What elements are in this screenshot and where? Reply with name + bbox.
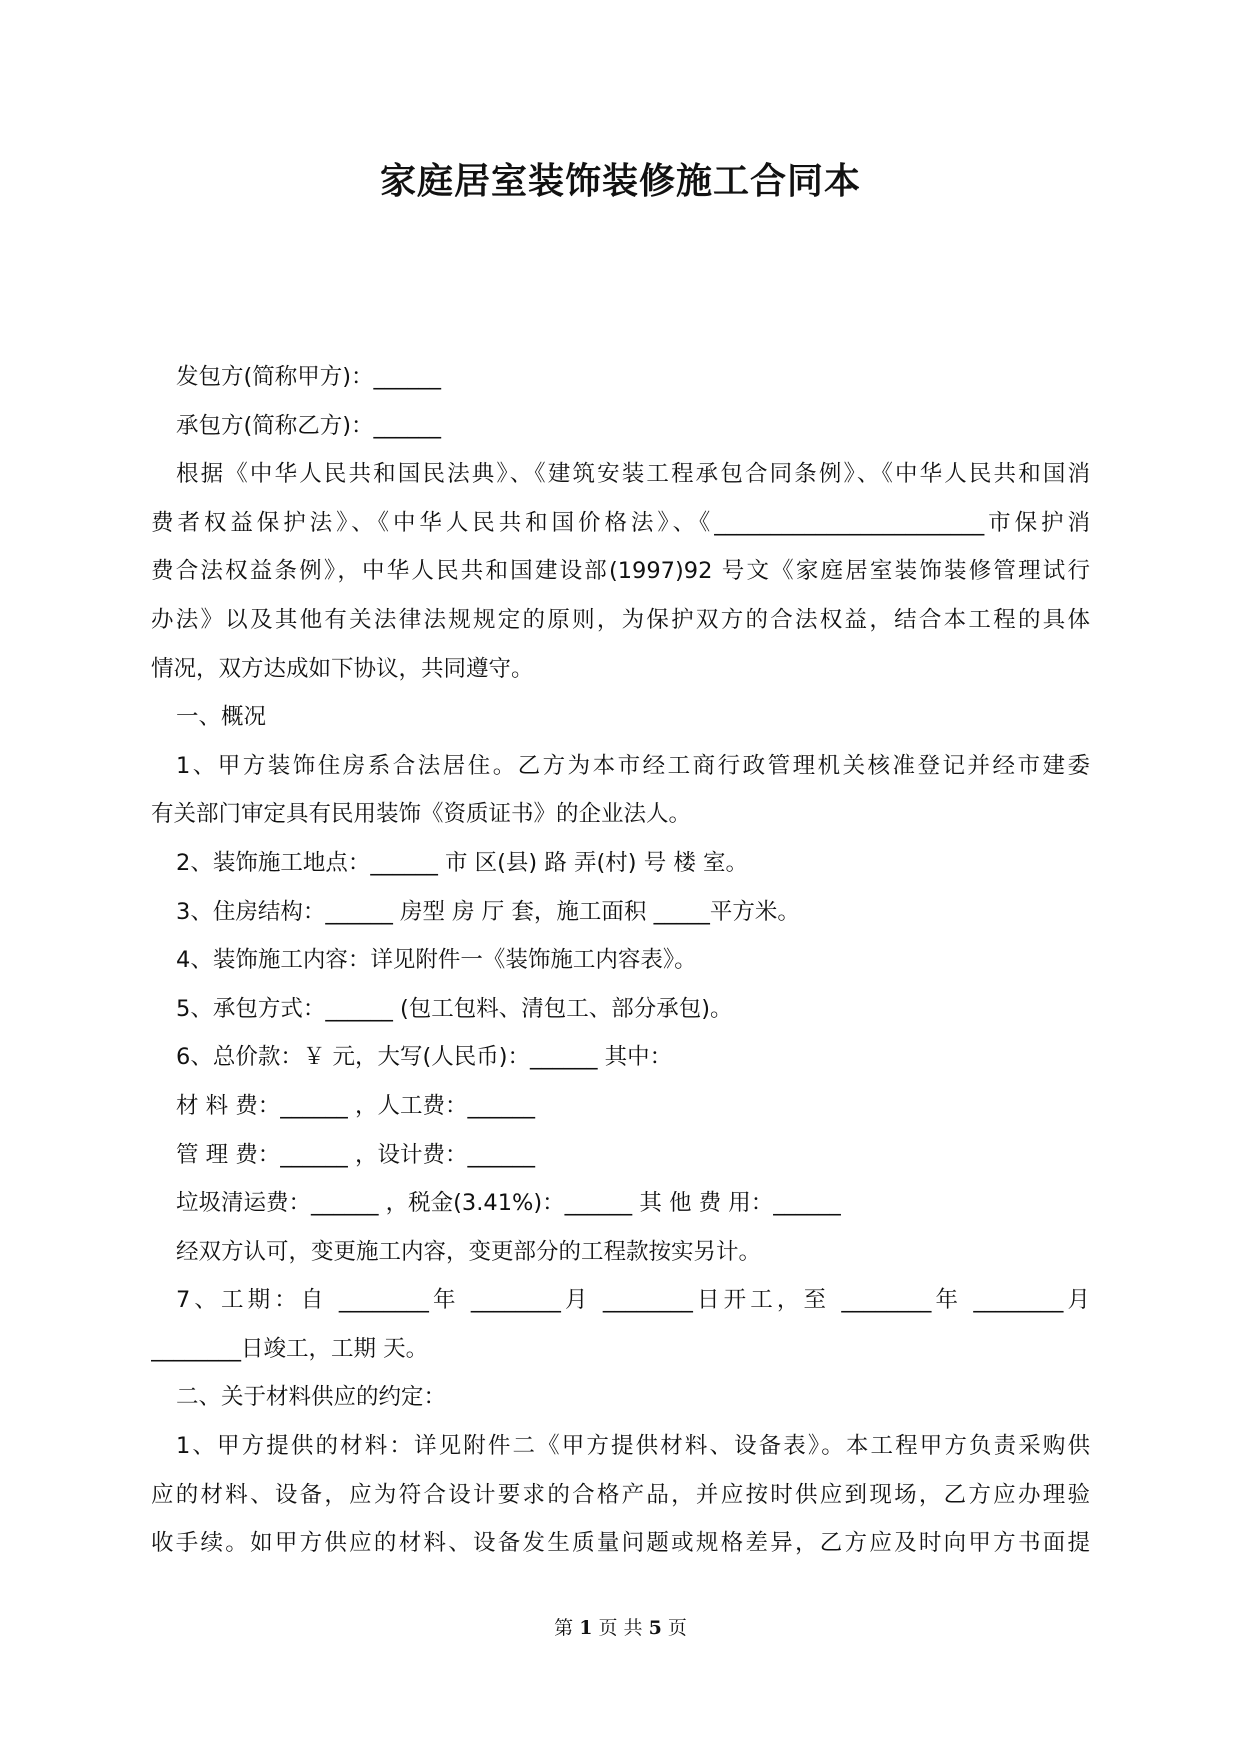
clause-line: 5、承包方式：______ (包工包料、清包工、部分承包)。 — [176, 995, 733, 1022]
fee-line: 材 料 费：______ ，人工费：______ — [176, 1092, 535, 1119]
party-a-line: 发包方(简称甲方)：______ — [176, 364, 442, 390]
clause-line: 有关部门审定具有民用装饰《资质证书》的企业法人。 — [151, 801, 692, 828]
clause-line: 经双方认可，变更施工内容，变更部分的工程款按实另计。 — [176, 1238, 762, 1265]
clause-line: 3、住房结构：______ 房型 房 厅 套，施工面积 _____平方米。 — [176, 898, 800, 925]
footer-suffix: 页 — [667, 1617, 687, 1639]
party-b-line: 承包方(简称乙方)：______ — [176, 412, 442, 439]
section-heading: 二、关于材料供应的约定： — [176, 1384, 447, 1411]
document-body — [151, 353, 1090, 1568]
schedule-line: 7、工期：自 ________年 ________月 ________日开工，至 ________年 ________月 — [176, 1287, 1090, 1314]
clause-line: 1、甲方提供的材料：详见附件二《甲方提供材料、设备表》。本工程甲方负责采购供 — [176, 1433, 1090, 1460]
document-title: 家庭居室装饰装修施工合同本 — [379, 161, 861, 202]
page-footer — [0, 1614, 1241, 1642]
footer-prefix: 第 — [554, 1617, 574, 1639]
footer-total-pages: 5 — [648, 1617, 662, 1639]
clause-line: 6、总价款：￥ 元，大写(人民币)：______ 其中： — [176, 1044, 673, 1071]
footer-middle: 页 共 — [598, 1617, 643, 1639]
preamble-line: 情况，双方达成如下协议，共同遵守。 — [151, 655, 534, 682]
preamble-line: 办法》以及其他有关法律法规规定的原则，为保护双方的合法权益，结合本工程的具体 — [151, 606, 1090, 633]
clause-line: 1、甲方装饰住房系合法居住。乙方为本市经工商行政管理机关核准登记并经市建委 — [176, 752, 1090, 779]
schedule-line: ________日竣工，工期 天。 — [151, 1335, 429, 1362]
footer-page-number: 1 — [579, 1617, 593, 1639]
preamble-line: 根据《中华人民共和国民法典》、《建筑安装工程承包合同条例》、《中华人民共和国消 — [176, 461, 1090, 488]
clause-line: 收手续。如甲方供应的材料、设备发生质量问题或规格差异，乙方应及时向甲方书面提 — [151, 1530, 1090, 1557]
clause-line: 4、装饰施工内容：详见附件一《装饰施工内容表》。 — [176, 947, 697, 974]
section-heading: 一、概况 — [176, 704, 267, 731]
clause-line: 应的材料、设备，应为符合设计要求的合格产品，并应按时供应到现场，乙方应办理验 — [151, 1481, 1090, 1508]
fee-line: 管 理 费：______ ，设计费：______ — [176, 1141, 535, 1168]
preamble-line: 费合法权益条例》，中华人民共和国建设部(1997)92 号文《家庭居室装饰装修管理试行 — [151, 558, 1090, 585]
clause-line: 2、装饰施工地点：______ 市 区(县) 路 弄(村) 号 楼 室。 — [176, 849, 748, 876]
preamble-line: 费者权益保护法》、《中华人民共和国价格法》、《________________________市保护消 — [151, 509, 1090, 536]
fee-line: 垃圾清运费：______ ，税金(3.41%)：______ 其 他 费 用：______ — [176, 1190, 841, 1217]
